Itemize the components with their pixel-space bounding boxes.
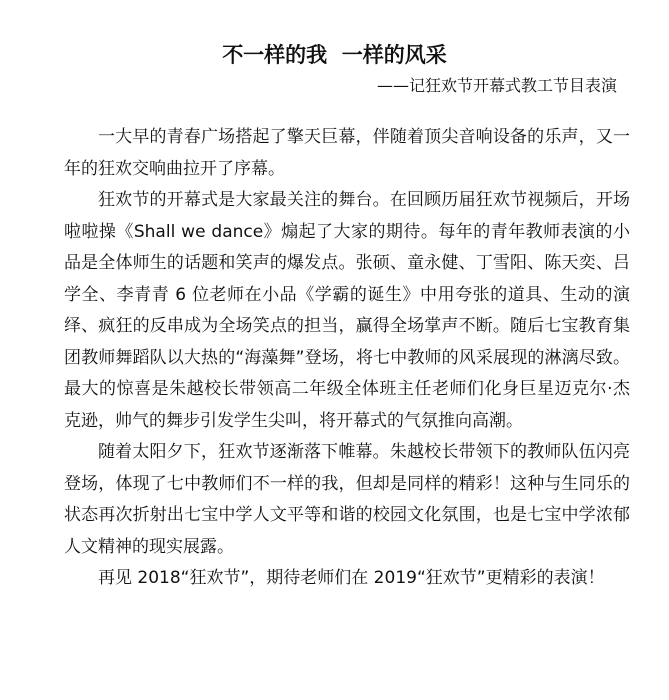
paragraph-1: 一大早的青春广场搭起了擎天巨幕，伴随着顶尖音响设备的乐声，又一年的狂欢交响曲拉开了序幕。	[64, 127, 630, 179]
paragraph-2: 狂欢节的开幕式是大家最关注的舞台。在回顾历届狂欢节视频后，开场啦啦操《Shall we dance》煽起了大家的期待。每年的青年教师表演的小品是全体师生的话题和笑声的爆发点。张硕、童永健、丁雪阳、陈天奕、吕学全、李青青 6 位老师在小品《学霸的诞生》中用夸张的道具、生动的演绎、疯狂的反串成为全场笑点的担当，赢得全场掌声不断。随后七宝教育集团教师舞蹈队以大热的“海藻舞”登场，将七中教师的风采展现的淋漓尽致。最大的惊喜是朱越校长带领高二年级全体班主任老师们化身巨星迈克尔·杰克逊，帅气的舞步引发学生尖叫，将开幕式的气氛推向高潮。	[64, 190, 630, 431]
document-title: 不一样的我 一样的风采	[222, 42, 447, 67]
paragraph-4: 再见 2018“狂欢节”，期待老师们在 2019“狂欢节”更精彩的表演！	[98, 568, 605, 588]
document-body	[64, 122, 630, 595]
paragraph-3: 随着太阳夕下，狂欢节逐渐落下帷幕。朱越校长带领下的教师队伍闪亮登场，体现了七中教师们不一样的我，但却是同样的精彩！这种与生同乐的状态再次折射出七宝中学人文平等和谐的校园文化氛围，也是七宝中学浓郁人文精神的现实展露。	[64, 442, 630, 557]
document-subtitle: ——记狂欢节开幕式教工节目表演	[376, 76, 617, 95]
